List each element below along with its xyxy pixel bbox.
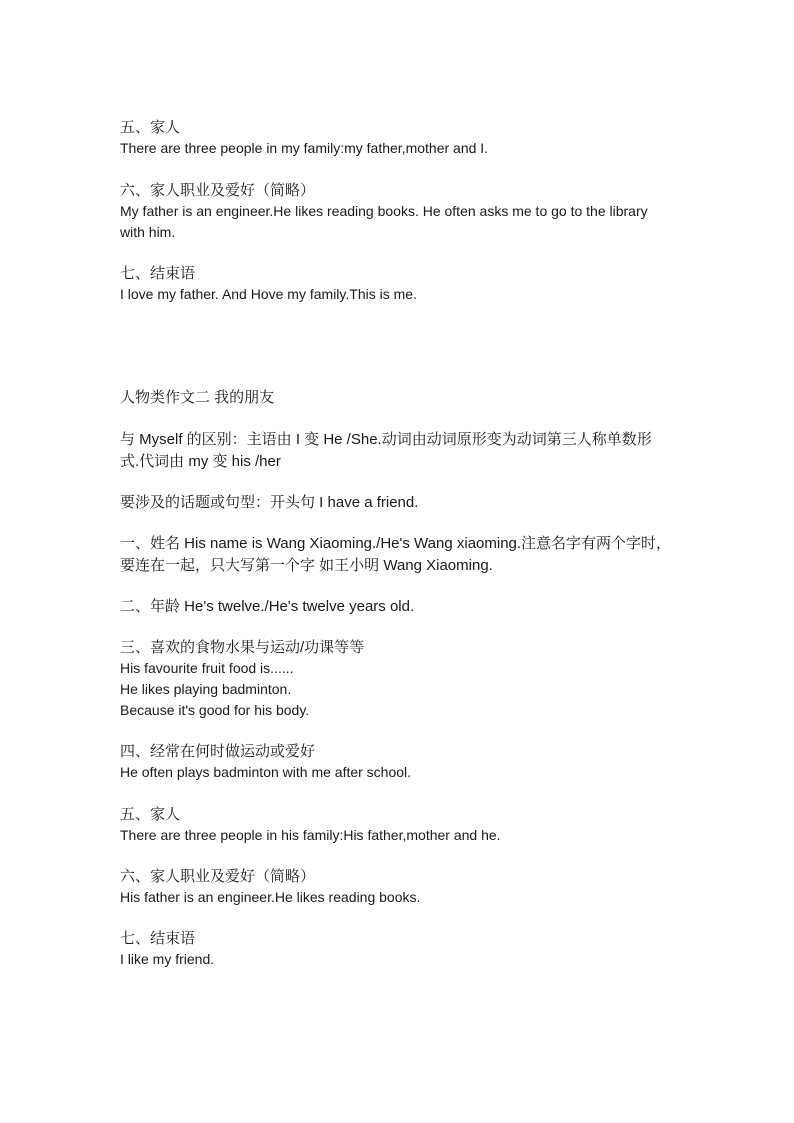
section-heading-ending-2: 七、结束语 — [120, 930, 196, 947]
age-section: 二、年龄 He's twelve./He's twelve years old. — [120, 598, 415, 615]
ending-text-2: I like my friend. — [120, 951, 215, 967]
likes-text-line1: His favourite fruit food is...... — [120, 660, 294, 676]
family-text: There are three people in my family:my father,mother and I. — [120, 140, 489, 156]
section-heading-likes: 三、喜欢的食物水果与运动/功课等等 — [120, 639, 365, 656]
section-heading-family: 五、家人 — [120, 119, 181, 136]
family-job-text-2: His father is an engineer.He likes reading books. — [120, 889, 421, 905]
section-heading-family-2: 五、家人 — [120, 806, 181, 823]
section-heading-family-job-2: 六、家人职业及爱好（简略） — [120, 868, 316, 885]
topics-note: 要涉及的话题或句型：开头句 I have a friend. — [120, 494, 419, 511]
family-job-text-line1: My father is an engineer.He likes reading books. He often asks me to go to the library — [120, 203, 648, 219]
essay-title: 人物类作文二 我的朋友 — [120, 389, 275, 406]
section-heading-often: 四、经常在何时做运动或爱好 — [120, 743, 316, 760]
family-job-text-line2: with him. — [120, 224, 176, 240]
likes-text-line3: Because it's good for his body. — [120, 702, 310, 718]
often-text: He often plays badminton with me after school. — [120, 764, 412, 780]
difference-note-line2: 式.代词由 my 变 his /her — [120, 453, 281, 470]
name-section-line1: 一、姓名 His name is Wang Xiaoming./He's Wang xiaoming.注意名字有两个字时， — [120, 535, 672, 552]
section-heading-ending: 七、结束语 — [120, 265, 196, 282]
name-section-line2: 要连在一起，只大写第一个字 如王小明 Wang Xiaoming. — [120, 557, 493, 574]
likes-text-line2: He likes playing badminton. — [120, 681, 292, 697]
family-text-2: There are three people in his family:His father,mother and he. — [120, 827, 501, 843]
difference-note-line1: 与 Myself 的区别：主语由 I 变 He /She.动词由动词原形变为动词第三人称单数形 — [120, 431, 652, 448]
section-heading-family-job: 六、家人职业及爱好（简略） — [120, 182, 316, 199]
ending-text: I love my father. And Hove my family.This is me. — [120, 286, 417, 302]
